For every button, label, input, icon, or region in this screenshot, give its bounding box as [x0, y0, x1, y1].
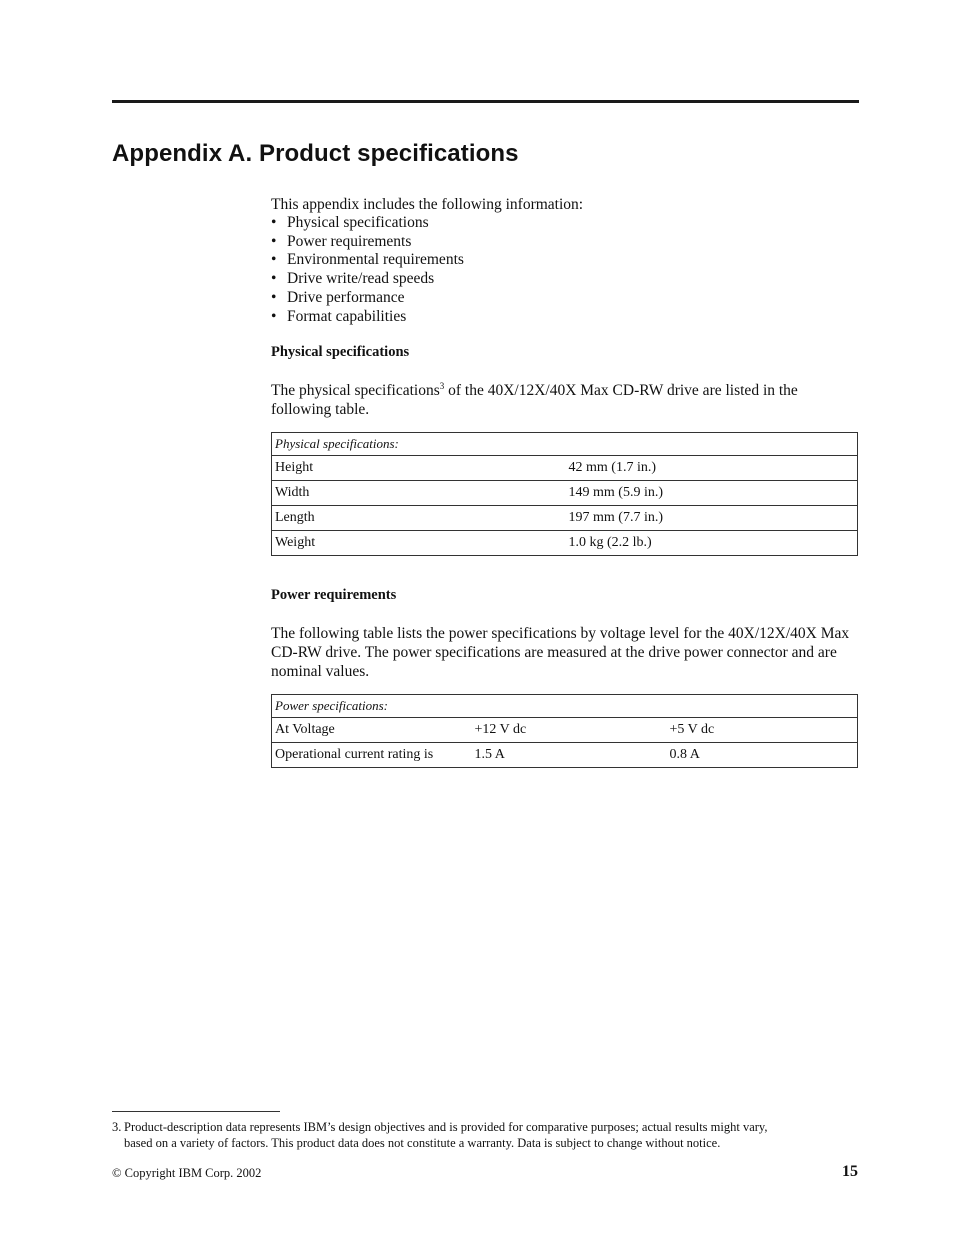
- power-requirements-paragraph: The following table lists the power specifications by voltage level for the 40X/12X/40X Max CD-RW drive. The power specifications are measured at the drive power connector and are nominal values.: [271, 625, 850, 680]
- page-title: Appendix A. Product specifications: [112, 140, 519, 167]
- copyright-notice: © Copyright IBM Corp. 2002: [112, 1166, 262, 1180]
- page-number: 15: [842, 1163, 858, 1180]
- table-caption-row: [272, 695, 858, 718]
- table-cell-5v: +5 V dc: [667, 718, 858, 743]
- power-requirements-heading: Power requirements: [271, 587, 397, 603]
- intro-text: This appendix includes the following information:: [271, 196, 584, 213]
- table-caption: Power specifications:: [272, 695, 858, 718]
- list-item: • Environmental requirements: [271, 251, 464, 270]
- table-row: [272, 718, 858, 743]
- table-caption: Physical specifications:: [272, 433, 858, 456]
- footnote-line-1: Product-description data represents IBM’s design objectives and is provided for comparative purposes; actual results might vary,: [124, 1120, 768, 1134]
- table-cell-value: 149 mm (5.9 in.): [566, 481, 858, 506]
- physical-specifications-table: [271, 432, 858, 556]
- physical-specifications-heading: Physical specifications: [271, 344, 410, 360]
- table-cell-label: Height: [272, 456, 566, 481]
- table-cell-label: Length: [272, 506, 566, 531]
- table-cell-value: 42 mm (1.7 in.): [566, 456, 858, 481]
- table-cell-label: Operational current rating is: [272, 743, 472, 768]
- footnote-line-2: based on a variety of factors. This product data does not constitute a warranty. Data is subject to change without notice.: [124, 1135, 721, 1150]
- table-cell-value: 197 mm (7.7 in.): [566, 506, 858, 531]
- list-item: • Format capabilities: [271, 308, 464, 327]
- list-item: • Drive performance: [271, 289, 464, 308]
- table-cell-label: Width: [272, 481, 566, 506]
- table-cell-12v: 1.5 A: [472, 743, 667, 768]
- table-cell-label: Weight: [272, 531, 566, 556]
- list-item: • Drive write/read speeds: [271, 270, 464, 289]
- table-row: [272, 456, 858, 481]
- table-row: [272, 531, 858, 556]
- footnote-reference: 3: [439, 381, 445, 391]
- top-rule: [112, 100, 859, 103]
- physical-specifications-paragraph: [271, 381, 857, 419]
- physical-para-end: of the 40X/12X/40X Max CD-RW drive are listed in the following table.: [271, 382, 798, 418]
- table-caption-row: [272, 433, 858, 456]
- physical-para-start: The physical specifications: [271, 382, 440, 399]
- table-cell-12v: +12 V dc: [472, 718, 667, 743]
- table-row: [272, 481, 858, 506]
- table-cell-5v: 0.8 A: [667, 743, 858, 768]
- topic-list: [271, 214, 464, 326]
- power-specifications-table: [271, 694, 858, 768]
- table-cell-label: At Voltage: [272, 718, 472, 743]
- footnote: [112, 1120, 858, 1151]
- list-item: • Power requirements: [271, 233, 464, 252]
- table-row: [272, 743, 858, 768]
- table-row: [272, 506, 858, 531]
- table-cell-value: 1.0 kg (2.2 lb.): [566, 531, 858, 556]
- list-item: • Physical specifications: [271, 214, 464, 233]
- footnote-number: 3.: [112, 1120, 122, 1134]
- footnote-divider: [112, 1111, 280, 1112]
